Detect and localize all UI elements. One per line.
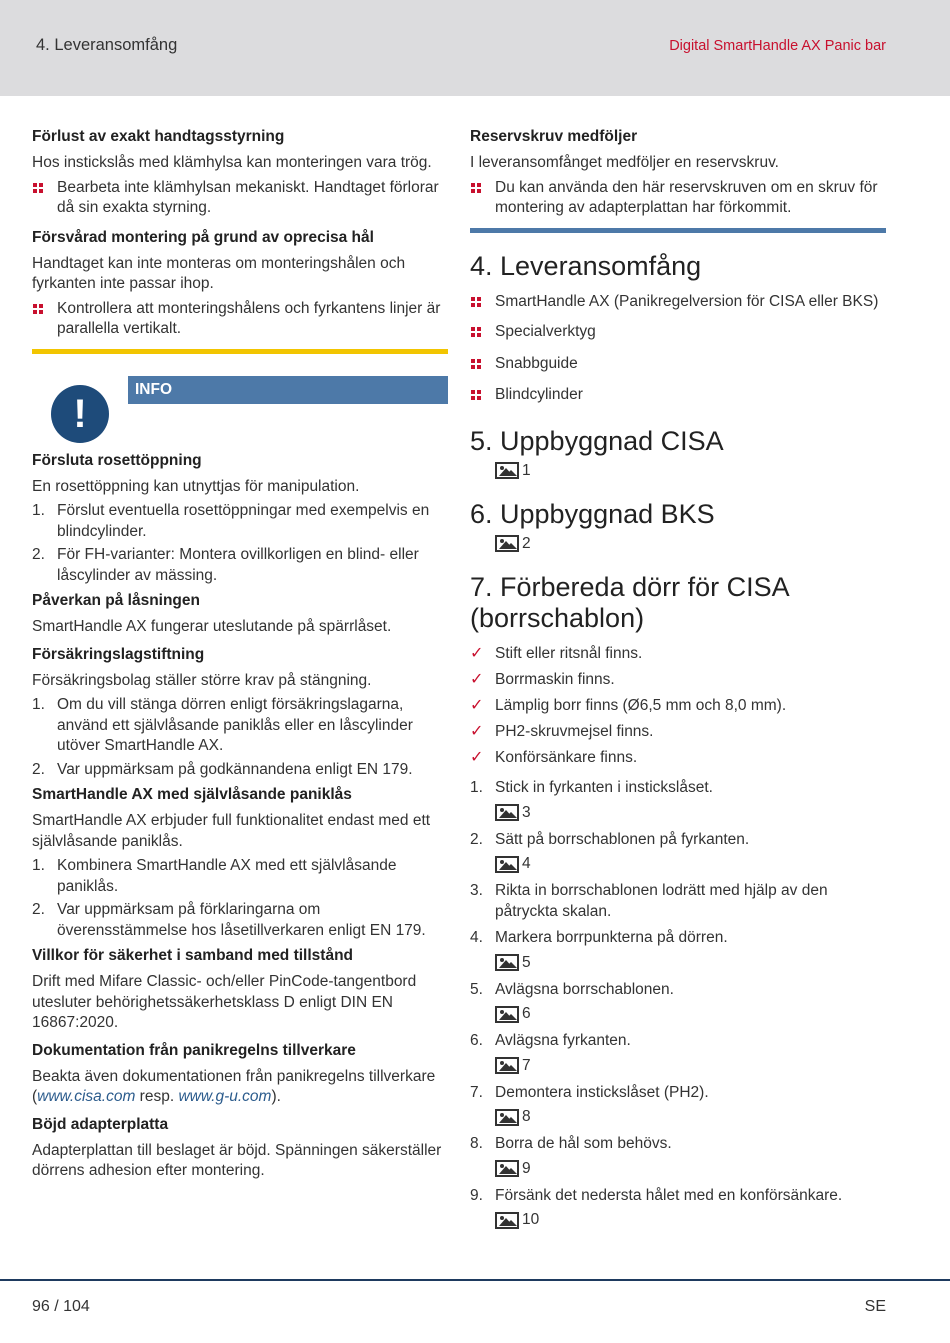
section-title: Böjd adapterplatta: [32, 1115, 169, 1133]
figure-reference[interactable]: [495, 1055, 886, 1077]
figure-number: 4: [522, 855, 531, 872]
step-number: 3.: [470, 882, 483, 899]
check-item: [470, 696, 886, 717]
image-icon: [495, 954, 519, 971]
step-text: Demontera instickslåset (PH2).: [495, 1083, 709, 1101]
step-number: 2.: [470, 830, 483, 848]
step-number: 9.: [470, 1186, 483, 1204]
numbered-item: 1. Förslut eventuella rosettöppningar med exempelvis en blindcylinder.: [32, 502, 430, 540]
bullet-item: [470, 178, 886, 219]
step-number: 8.: [470, 1135, 483, 1152]
figure-reference[interactable]: [495, 802, 886, 824]
section-title: Försluta rosettöppning: [32, 451, 202, 469]
step-text: Borra de hål som behövs.: [495, 1135, 672, 1152]
bullet-text: Snabbguide: [495, 354, 578, 372]
section-title: SmartHandle AX med självlåsande paniklås: [32, 786, 352, 803]
text-run: ).: [271, 1088, 281, 1105]
image-icon: [495, 1109, 519, 1126]
heading-forbereda-dorr: 7. Förbereda dörr för CISA (borrschablon): [470, 571, 789, 633]
figure-reference[interactable]: [495, 1158, 886, 1180]
heading-uppbyggnad-bks: 6. Uppbyggnad BKS: [470, 498, 715, 529]
paragraph: Hos instickslås med klämhylsa kan monteringen vara trög.: [32, 154, 432, 171]
exclamation-circle-icon: !: [51, 385, 109, 443]
image-icon: [495, 804, 519, 821]
paragraph: Drift med Mifare Classic- och/eller PinCode-tangentbord utesluter behörighetssäkerhetsklass D enligt DIN EN 16867:2020.: [32, 973, 417, 1031]
check-text: Stift eller ritsnål finns.: [495, 644, 643, 662]
numbered-item: 1. Kombinera SmartHandle AX med ett självlåsande paniklås.: [32, 857, 397, 895]
bullet-text: Kontrollera att monteringshålens och fyrkantens linjer är parallella vertikalt.: [57, 299, 441, 337]
figure-number: 7: [522, 1056, 531, 1074]
step-item: [470, 881, 886, 922]
item-text: Om du vill stänga dörren enligt försäkringslagarna, använd ett självlåsande paniklås eller en låscylinder utöver SmartHandle AX.: [57, 696, 413, 754]
bullet-marker-icon: [33, 304, 43, 314]
figure-number: 3: [522, 803, 531, 821]
numbered-item: 1. Om du vill stänga dörren enligt försäkringslagarna, använd ett självlåsande paniklås eller en låscylinder utöver SmartHandle AX.: [32, 696, 413, 754]
right-column: [470, 126, 886, 1237]
figure-number: 2: [522, 534, 531, 552]
check-item: [470, 644, 886, 665]
bullet-item: [470, 354, 886, 375]
step-item: [470, 1031, 886, 1052]
image-icon: [495, 1057, 519, 1074]
paragraph: Försäkringsbolag ställer större krav på stängning.: [32, 671, 372, 689]
step-number: 4.: [470, 929, 483, 946]
bullet-marker-icon: [471, 390, 481, 400]
step-item: [470, 1083, 886, 1104]
bullet-marker-icon: [471, 359, 481, 369]
figure-reference[interactable]: [495, 460, 886, 482]
step-number: 7.: [470, 1083, 483, 1101]
bullet-marker-icon: [33, 183, 43, 193]
item-text: För FH-varianter: Montera ovillkorligen en blind- eller låscylinder av mässing.: [57, 546, 419, 584]
numbered-item: 2. För FH-varianter: Montera ovillkorligen en blind- eller låscylinder av mässing.: [32, 546, 419, 584]
step-item: [470, 778, 886, 799]
divider-yellow: [32, 349, 448, 354]
item-text: Förslut eventuella rosettöppningar med exempelvis en blindcylinder.: [57, 502, 430, 540]
figure-number: 1: [522, 461, 531, 479]
section-title: Villkor för säkerhet i samband med tillstånd: [32, 947, 354, 964]
figure-number: 8: [522, 1108, 531, 1125]
checkmark-icon: ✓: [470, 748, 484, 766]
section-title: Försäkringslagstiftning: [32, 645, 205, 663]
section-title: Reservskruv medföljer: [470, 128, 638, 145]
figure-number: 9: [522, 1159, 531, 1177]
step-number: 6.: [470, 1032, 483, 1049]
numbered-item: 2. Var uppmärksam på förklaringarna om överensstämmelse hos låsetillverkaren enligt EN 179.: [32, 901, 426, 939]
image-icon: [495, 1212, 519, 1229]
step-item: [470, 1186, 886, 1207]
heading-leveransomfang: 4. Leveransomfång: [470, 250, 702, 281]
figure-number: 10: [522, 1211, 540, 1228]
left-column: [32, 126, 448, 1186]
step-text: Markera borrpunkterna på dörren.: [495, 929, 728, 946]
image-icon: [495, 856, 519, 873]
link-cisa[interactable]: www.cisa.com: [37, 1088, 136, 1105]
check-item: [470, 722, 886, 743]
figure-reference[interactable]: [495, 1209, 886, 1231]
figure-number: 5: [522, 953, 531, 971]
step-item: [470, 980, 886, 1001]
check-text: Borrmaskin finns.: [495, 670, 615, 688]
info-box: [32, 372, 448, 450]
check-text: PH2-skruvmejsel finns.: [495, 722, 654, 740]
check-item: [470, 748, 886, 769]
item-text: Var uppmärksam på förklaringarna om överensstämmelse hos låsetillverkaren enligt EN 179.: [57, 901, 426, 939]
bullet-text: SmartHandle AX (Panikregelversion för CISA eller BKS): [495, 292, 879, 310]
paragraph: Handtaget kan inte monteras om monteringshålen och fyrkanten inte passar ihop.: [32, 254, 406, 292]
section-title: Förlust av exakt handtagsstyrning: [32, 128, 285, 145]
bullet-item: [470, 385, 886, 406]
step-item: [470, 830, 886, 851]
step-list: [470, 778, 886, 1231]
numbered-item: 2. Var uppmärksam på godkännandena enligt EN 179.: [32, 760, 413, 778]
check-item: [470, 670, 886, 691]
bullet-item: [470, 292, 886, 313]
paragraph: SmartHandle AX erbjuder full funktionalitet endast med ett självlåsande paniklås.: [32, 812, 431, 850]
image-icon: [495, 462, 519, 479]
step-text: Sätt på borrschablonen på fyrkanten.: [495, 830, 750, 848]
bullet-text: Specialverktyg: [495, 323, 596, 340]
footer-divider: [0, 1279, 950, 1281]
step-text: Stick in fyrkanten i instickslåset.: [495, 779, 713, 796]
checkmark-icon: ✓: [470, 696, 484, 714]
step-text: Avlägsna borrschablonen.: [495, 980, 674, 998]
check-text: Konförsänkare finns.: [495, 748, 638, 766]
bullet-item: [32, 299, 448, 340]
page-number: 96 / 104: [32, 1298, 90, 1315]
bullet-marker-icon: [471, 183, 481, 193]
image-icon: [495, 535, 519, 552]
checklist: [470, 644, 886, 769]
bullet-text: Blindcylinder: [495, 386, 583, 403]
header-chapter: 4. Leveransomfång: [36, 36, 178, 54]
section-title: Påverkan på låsningen: [32, 592, 200, 609]
figure-reference[interactable]: [495, 533, 886, 555]
bullet-marker-icon: [471, 327, 481, 337]
step-number: 1.: [470, 779, 483, 796]
delivery-list: [470, 292, 886, 406]
step-text: Avlägsna fyrkanten.: [495, 1032, 631, 1049]
text-run: resp.: [135, 1088, 179, 1105]
bullet-text: Du kan använda den här reservskruven om en skruv för montering av adapterplattan har förkommit.: [495, 178, 878, 216]
language-code: SE: [864, 1298, 886, 1315]
section-title: Dokumentation från panikregelns tillverkare: [32, 1041, 356, 1059]
bullet-marker-icon: [471, 297, 481, 307]
figure-reference[interactable]: [495, 853, 886, 875]
item-text: Kombinera SmartHandle AX med ett självlåsande paniklås.: [57, 857, 397, 895]
checkmark-icon: ✓: [470, 644, 484, 662]
page-header: [0, 0, 950, 96]
paragraph: Adapterplattan till beslaget är böjd. Spänningen säkerställer dörrens adhesion efter montering.: [32, 1141, 442, 1179]
info-banner: INFO: [128, 376, 448, 404]
image-icon: [495, 1160, 519, 1177]
step-text: Rikta in borrschablonen lodrätt med hjälp av den påtryckta skalan.: [495, 882, 828, 920]
checkmark-icon: ✓: [470, 722, 484, 740]
link-gu[interactable]: www.g-u.com: [178, 1088, 272, 1105]
section-title: Försvårad montering på grund av oprecisa hål: [32, 228, 374, 246]
paragraph: SmartHandle AX fungerar uteslutande på spärrlåset.: [32, 618, 392, 635]
figure-reference[interactable]: [495, 1003, 886, 1025]
text-run: Beakta även dokumentationen från panikregelns tillverkare (: [32, 1067, 436, 1105]
bullet-item: [470, 322, 886, 343]
divider-blue: [470, 228, 886, 233]
item-text: Var uppmärksam på godkännandena enligt EN 179.: [57, 760, 413, 778]
step-item: [470, 928, 886, 949]
header-product: Digital SmartHandle AX Panic bar: [669, 38, 886, 54]
figure-number: 6: [522, 1005, 531, 1022]
paragraph: En rosettöppning kan utnyttjas för manipulation.: [32, 477, 360, 495]
bullet-text: Bearbeta inte klämhylsan mekaniskt. Handtaget förlorar då sin exakta styrning.: [57, 178, 439, 216]
check-text: Lämplig borr finns (Ø6,5 mm och 8,0 mm).: [495, 696, 787, 714]
heading-uppbyggnad-cisa: 5. Uppbyggnad CISA: [470, 425, 724, 456]
bullet-item: [32, 178, 448, 219]
checkmark-icon: ✓: [470, 670, 484, 688]
paragraph: I leveransomfånget medföljer en reservskruv.: [470, 154, 779, 171]
figure-reference[interactable]: [495, 1106, 886, 1128]
step-number: 5.: [470, 980, 483, 998]
step-item: [470, 1134, 886, 1155]
paragraph: [32, 1067, 448, 1108]
step-text: Försänk det nedersta hålet med en konförsänkare.: [495, 1186, 843, 1204]
figure-reference[interactable]: [495, 952, 886, 974]
image-icon: [495, 1006, 519, 1023]
